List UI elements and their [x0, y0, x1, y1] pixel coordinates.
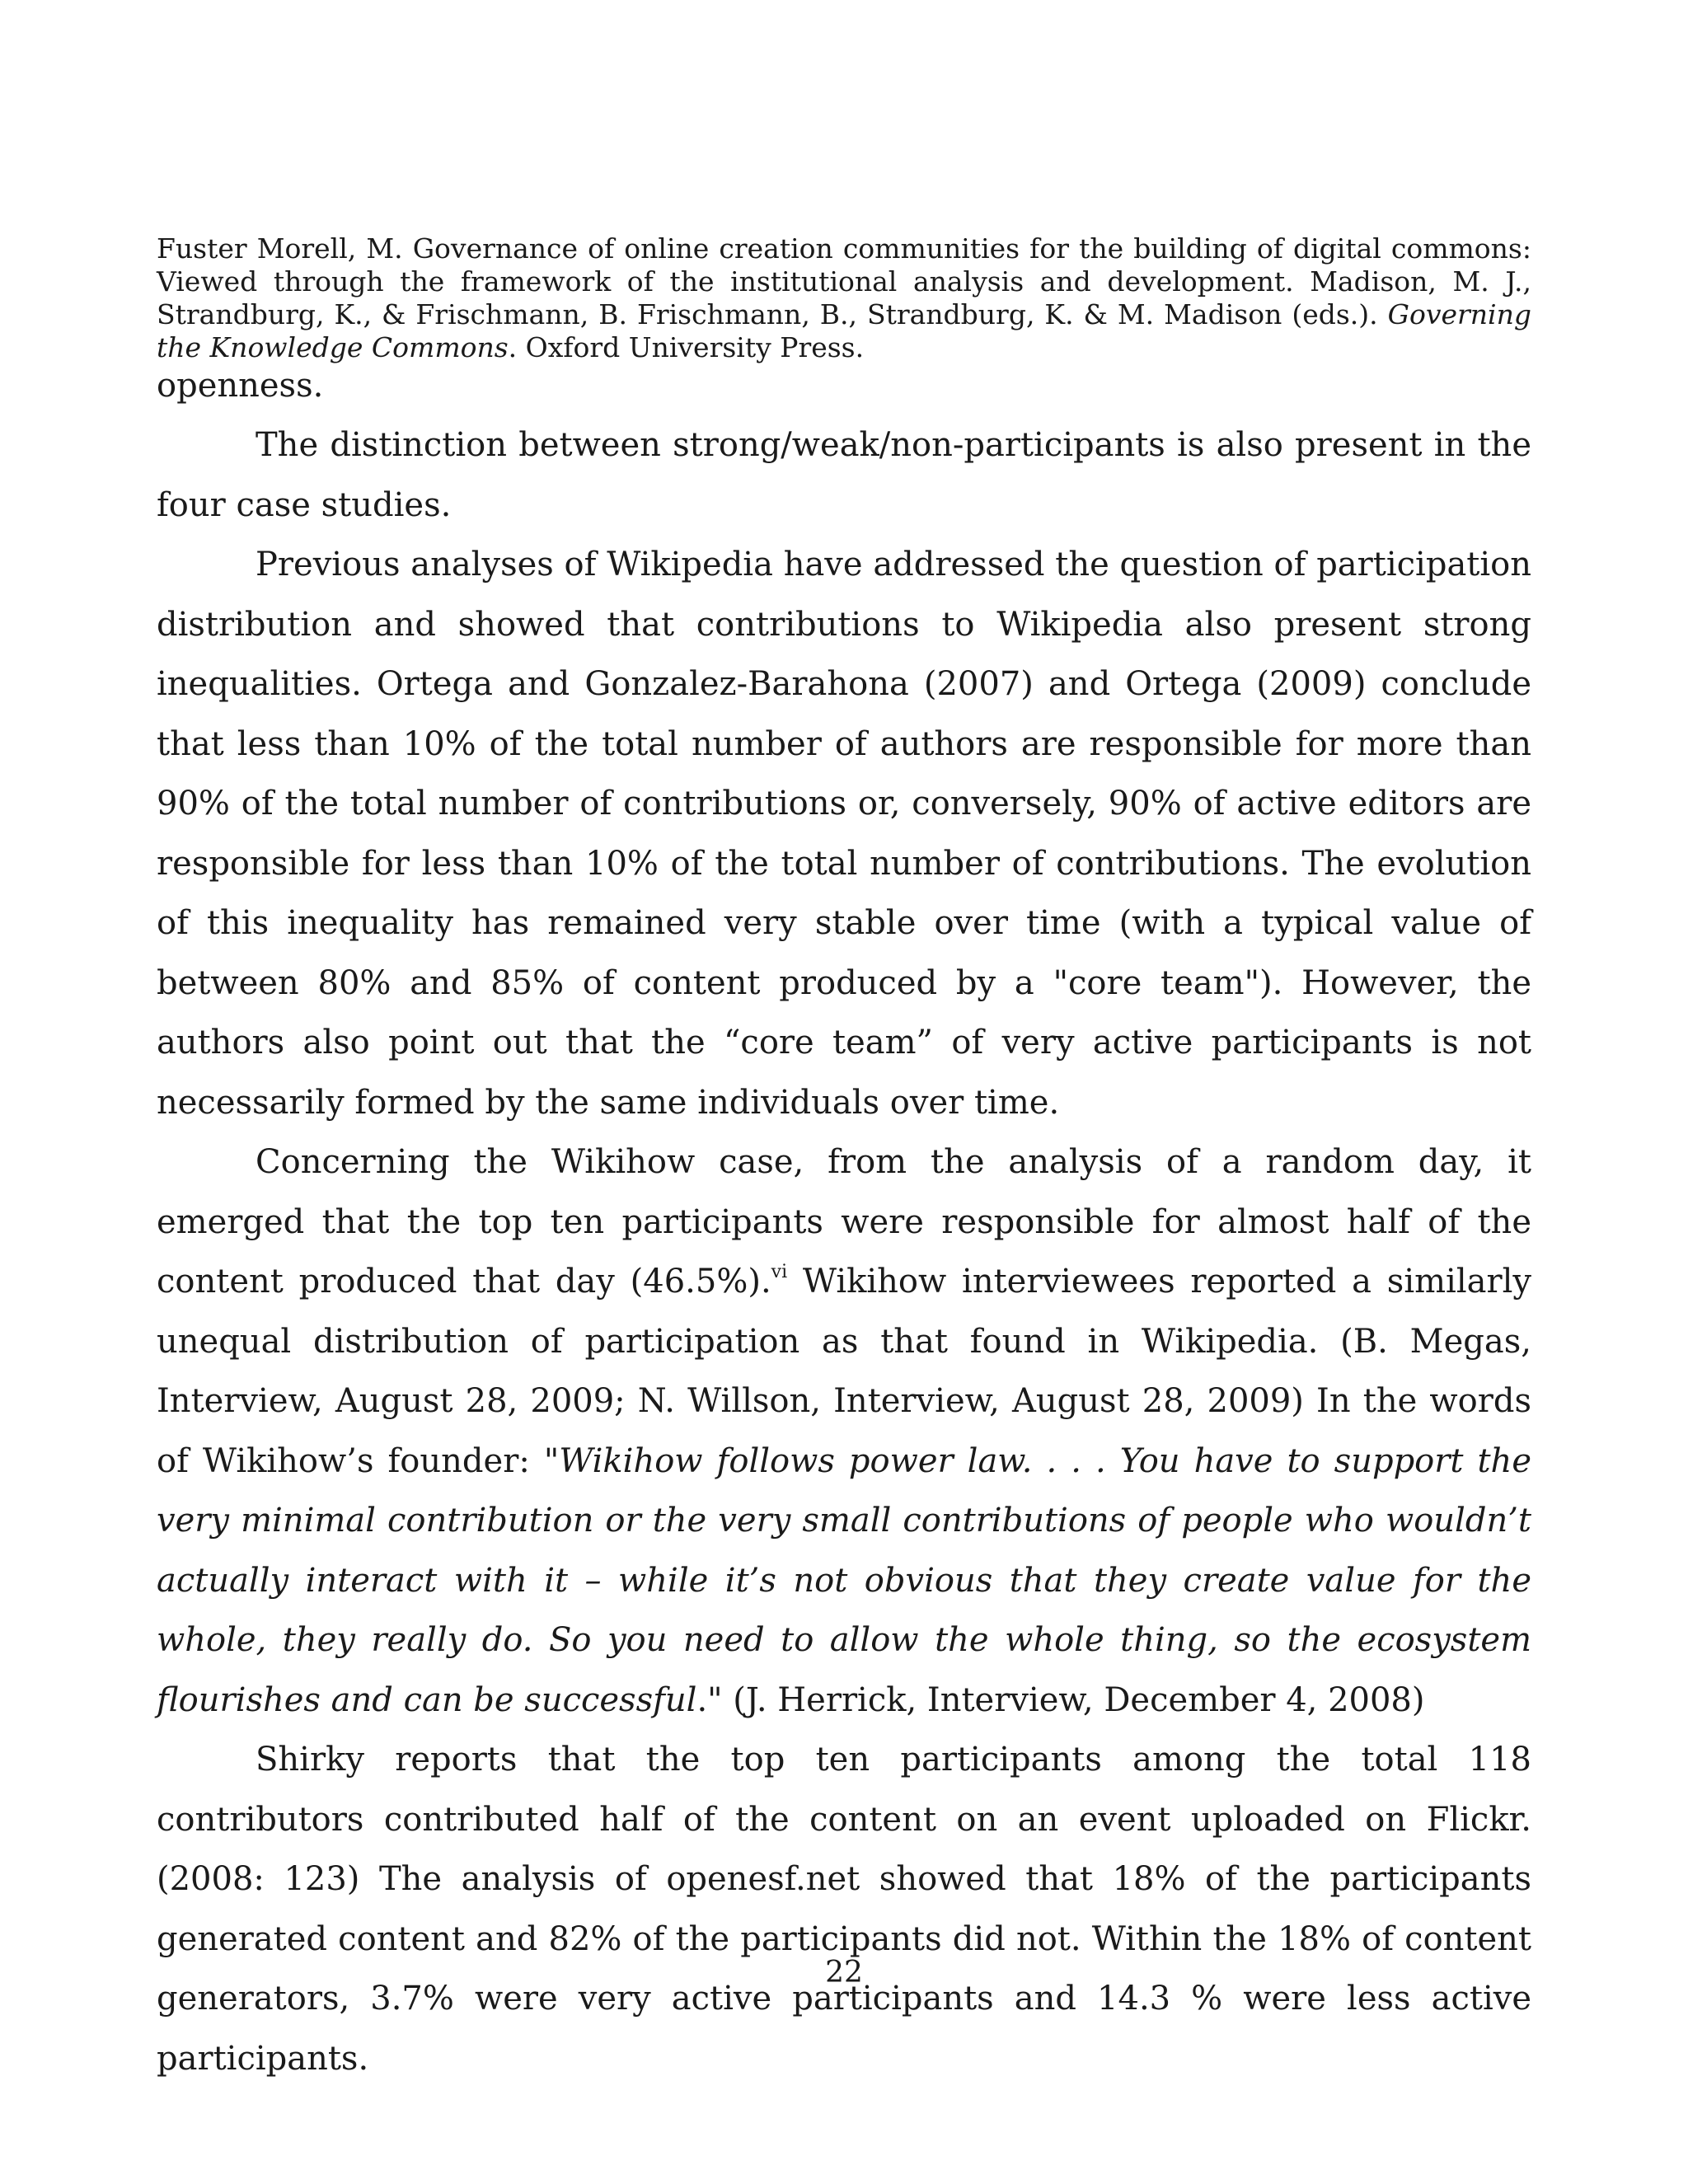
quote-attribution: ." (J. Herrick, Interview, December 4, 2008) — [696, 1680, 1425, 1719]
paragraph-shirky-openesf: Shirky reports that the top ten participants among the total 118 contributors contributed half of the content on an event uploaded on Flickr. (2008: 123) The analysis of openesf.net showed that 18% of the participants generated content and 82% of the participants did not. Within the 18% of content generators, 3.7% were very active participants and 14.3 % were less active participants. — [157, 1741, 1531, 2078]
footnote-citation — [157, 232, 1531, 364]
document-page — [157, 232, 1531, 2088]
wikihow-text-interviews: Wikihow interviewees reported a similarly unequal distribution of participation as that found in Wikipedia. (B. Megas, Interview, August 28, 2009; N. Willson, Interview, August 28, 2009) In the words of Wikihow’s founder: " — [157, 1263, 1531, 1480]
paragraph-wikipedia-analysis: Previous analyses of Wikipedia have addressed the question of participation distribution and showed that contributions to Wikipedia also present strong inequalities. Ortega and Gonzalez-Barahona (2007) and Ortega (2009) conclude that less than 10% of the total number of authors are responsible for more than 90% of the total number of contributions or, conversely, 90% of active editors are responsible for less than 10% of the total number of contributions. The evolution of this inequality has remained very stable over time (with a typical value of between 80% and 85% of content produced by a "core team"). However, the authors also point out that the “core team” of very active participants is not necessarily formed by the same individuals over time. — [157, 546, 1531, 1122]
citation-publisher: . Oxford University Press. — [508, 331, 865, 363]
paragraph-wikihow-case — [157, 1132, 1531, 1730]
citation-book-title: Governing the Knowledge Commons — [157, 298, 1531, 363]
page-number: 22 — [825, 1956, 863, 1990]
wikihow-text-intro: Concerning the Wikihow case, from the analysis of a random day, it emerged that the top ten participants were responsible for almost half of the content produced that day (46.5%). — [157, 1143, 1531, 1301]
paragraph-continuation: openness. — [157, 367, 324, 405]
citation-text: Fuster Morell, M. Governance of online creation communities for the building of digital commons: Viewed through the framework of the institutional analysis and development. Madison, M. J., Strandburg, K., & Frischmann, B. Frischmann, B., Strandburg, K. & M. Madison (eds.). — [157, 232, 1531, 330]
endnote-marker[interactable]: vi — [771, 1262, 788, 1282]
founder-quote: Wikihow follows power law. . . . You have to support the very minimal contribution or the very small contributions of people who wouldn’t actually interact with it – while it’s not obvious that they create value for the whole, they really do. So you need to allow the whole thing, so the ecosystem flourishes and can be successful — [157, 1441, 1531, 1719]
paragraph-participant-distinction: The distinction between strong/weak/non-participants is also present in the four case studies. — [157, 426, 1531, 524]
